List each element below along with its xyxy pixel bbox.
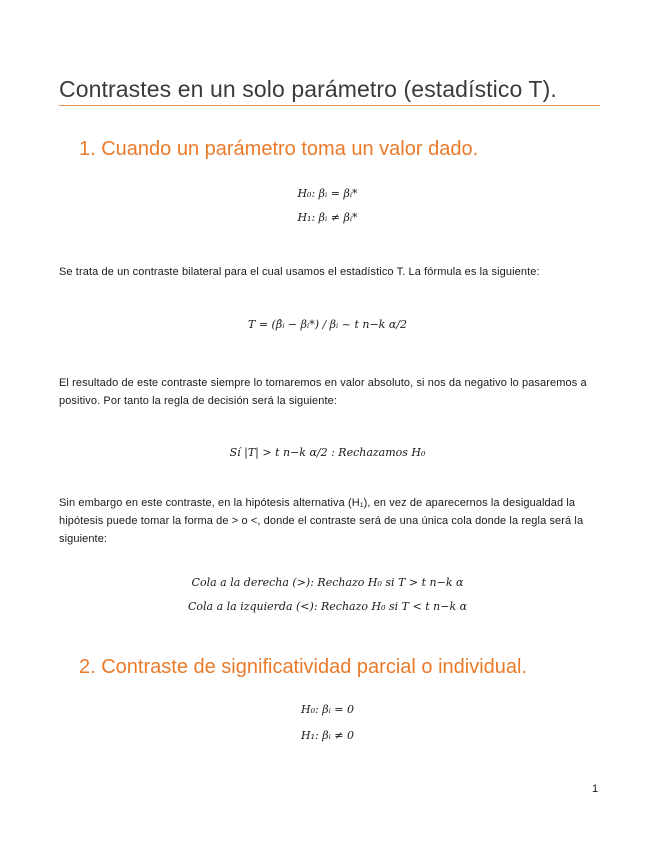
- section-1-paragraph-2: El resultado de este contraste siempre lo tomaremos en valor absoluto, si nos da negativo lo pasaremos a positivo. Por tanto la regla de decisión será la siguiente:: [59, 377, 587, 407]
- right-tail-rule: Cola a la derecha (>): Rechazo H₀ si T > t n−k α: [191, 576, 464, 589]
- section-2-hypothesis-h1: H₁: βᵢ ≠ 0: [301, 729, 354, 742]
- left-tail-rule: Cola a la izquierda (<): Rechazo H₀ si T < t n−k α: [187, 600, 468, 613]
- document-title: Contrastes en un solo parámetro (estadístico T).: [59, 76, 557, 102]
- section-1-heading: 1. Cuando un parámetro toma un valor dado.: [79, 138, 479, 160]
- section-1-hypothesis-h1: H₁: βᵢ ≠ βᵢ*: [297, 211, 358, 224]
- section-2-hypothesis-h0: H₀: βᵢ = 0: [301, 703, 354, 716]
- t-statistic-formula: T = (β̂ᵢ − βᵢ*) / βᵢ ~ t n−k α/2: [248, 318, 407, 331]
- page-number: 1: [592, 783, 599, 795]
- section-1-paragraph-3: Sin embargo en este contraste, en la hipótesis alternativa (H₁), en vez de aparecernos la desigualdad la hipótesis puede tomar la forma de > o <, donde el contraste será de una única cola donde la regla será la siguiente:: [59, 497, 584, 545]
- section-2-heading: 2. Contraste de significatividad parcial o individual.: [79, 656, 528, 678]
- decision-rule-formula: Sí |T| > t n−k α/2 : Rechazamos H₀: [229, 446, 426, 459]
- section-1-hypothesis-h0: H₀: βᵢ = βᵢ*: [297, 187, 358, 200]
- section-1-paragraph-1: Se trata de un contraste bilateral para el cual usamos el estadístico T. La fórmula es la siguiente:: [59, 266, 540, 278]
- title-underline: [59, 105, 600, 106]
